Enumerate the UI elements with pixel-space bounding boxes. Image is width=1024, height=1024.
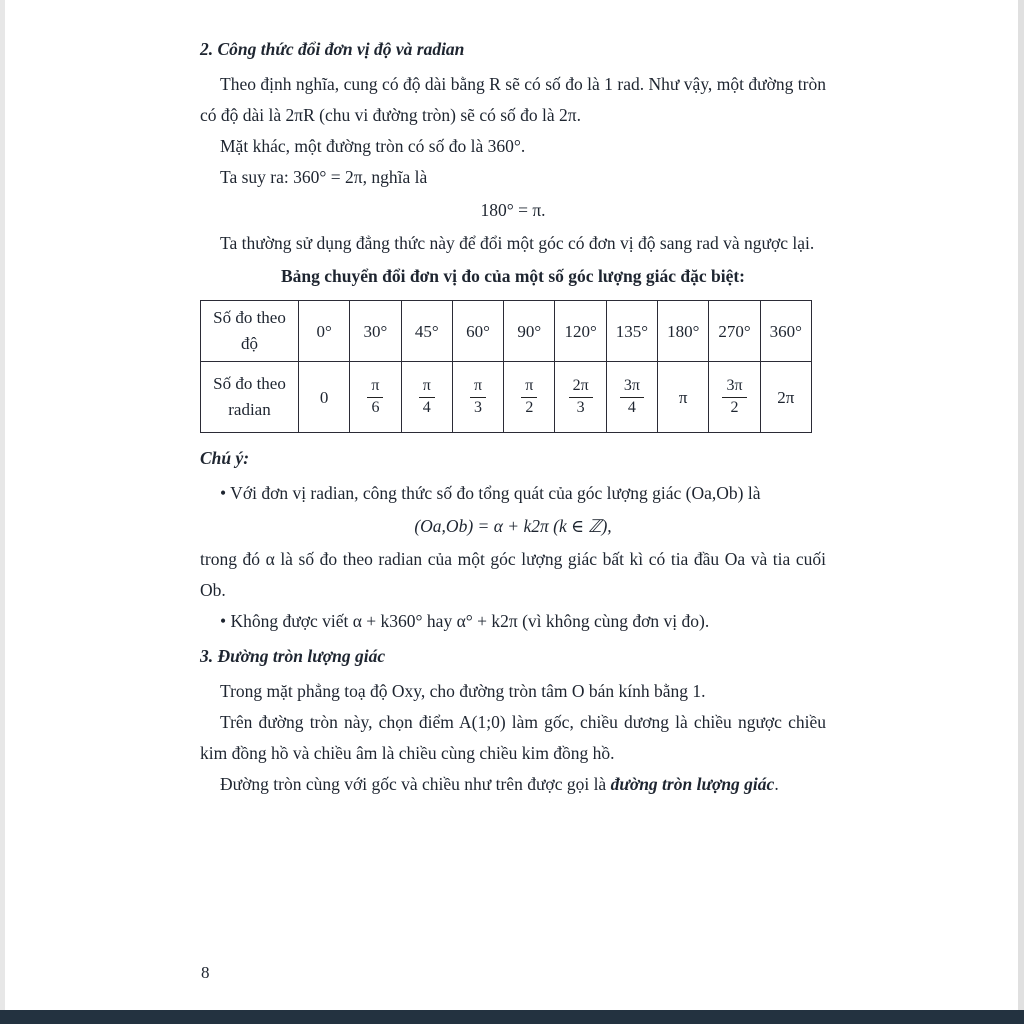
table-cell: $\frac{3\pi}{4}$	[606, 362, 657, 433]
conclusion-text: Đường tròn cùng với gốc và chiều như trên được gọi là	[220, 774, 611, 794]
rowhead-degrees-line2: độ	[241, 334, 258, 353]
table-cell: $\frac{\pi}{6}$	[350, 362, 401, 433]
note-heading: Chú ý:	[200, 448, 250, 468]
table-cell: 60°	[452, 301, 503, 362]
paragraph-conclusion	[200, 769, 826, 800]
paragraph-circle-360: Mặt khác, một đường tròn có số đo là 360°.	[220, 136, 526, 156]
table-title: Bảng chuyển đổi đơn vị đo của một số góc lượng giác đặc biệt:	[280, 266, 746, 286]
rowhead-radians-line2: radian	[228, 400, 271, 419]
table-cell: $\frac{\pi}{3}$	[452, 362, 503, 433]
conclusion-period: .	[774, 774, 779, 794]
paragraph-definition: Theo định nghĩa, cung có độ dài bằng R sẽ có số đo là 1 rad. Như vậy, một đường tròn có độ dài là 2πR (chu vi đường tròn) sẽ có số đo là 2π.	[200, 74, 826, 125]
paragraph-unit-circle-intro: Trong mặt phẳng toạ độ Oxy, cho đường tròn tâm O bán kính bằng 1.	[220, 681, 706, 701]
formula-angle-general: (Oa,Ob) = α + k2π (k ∈ ℤ),	[414, 516, 612, 536]
rowhead-degrees-line1: Số đo theo	[213, 308, 286, 327]
table-cell: 180°	[658, 301, 709, 362]
table-rowhead-degrees	[201, 301, 299, 362]
table-rowhead-radians	[201, 362, 299, 433]
paragraph-usage: Ta thường sử dụng đẳng thức này để đổi một góc có đơn vị độ sang rad và ngược lại.	[220, 233, 815, 253]
scan-bottom-bar	[0, 1010, 1024, 1024]
rowhead-radians-line1: Số đo theo	[213, 374, 286, 393]
scan-edge-right	[1018, 0, 1024, 1024]
table-cell: π	[658, 362, 709, 433]
formula-180-pi: 180° = π.	[480, 200, 546, 220]
scan-edge-left	[0, 0, 5, 1024]
table-cell: $\frac{3\pi}{2}$	[709, 362, 760, 433]
table-row-radians	[201, 362, 812, 433]
table-cell: 360°	[760, 301, 811, 362]
table-cell: 90°	[504, 301, 555, 362]
note-bullet-1: • Với đơn vị radian, công thức số đo tổng quát của góc lượng giác (Oa,Ob) là	[220, 483, 761, 503]
table-cell: 0	[299, 362, 350, 433]
paragraph-origin-direction: Trên đường tròn này, chọn điểm A(1;0) làm gốc, chiều dương là chiều ngược chiều kim đồng hồ và chiều âm là chiều cùng chiều kim đồng hồ.	[200, 712, 826, 763]
table-cell: 270°	[709, 301, 760, 362]
table-cell: $\frac{\pi}{2}$	[504, 362, 555, 433]
section-3-heading: 3. Đường tròn lượng giác	[200, 646, 386, 666]
table-cell: $\frac{2\pi}{3}$	[555, 362, 606, 433]
table-cell: 120°	[555, 301, 606, 362]
table-cell: 135°	[606, 301, 657, 362]
document-page	[200, 34, 826, 800]
paragraph-deduce: Ta suy ra: 360° = 2π, nghĩa là	[220, 167, 428, 187]
page-number: 8	[201, 963, 210, 982]
table-cell: 30°	[350, 301, 401, 362]
table-row-degrees	[201, 301, 812, 362]
note-bullet-2: • Không được viết α + k360° hay α° + k2π (vì không cùng đơn vị đo).	[220, 611, 710, 631]
table-cell: 2π	[760, 362, 811, 433]
section-2-heading: 2. Công thức đổi đơn vị độ và radian	[200, 39, 465, 59]
table-cell: $\frac{\pi}{4}$	[401, 362, 452, 433]
paragraph-alpha-explanation: trong đó α là số đo theo radian của một góc lượng giác bất kì có tia đầu Oa và tia cuối Ob.	[200, 549, 826, 600]
table-cell: 0°	[299, 301, 350, 362]
table-cell: 45°	[401, 301, 452, 362]
conversion-table	[200, 300, 812, 433]
conclusion-term: đường tròn lượng giác	[610, 774, 775, 794]
